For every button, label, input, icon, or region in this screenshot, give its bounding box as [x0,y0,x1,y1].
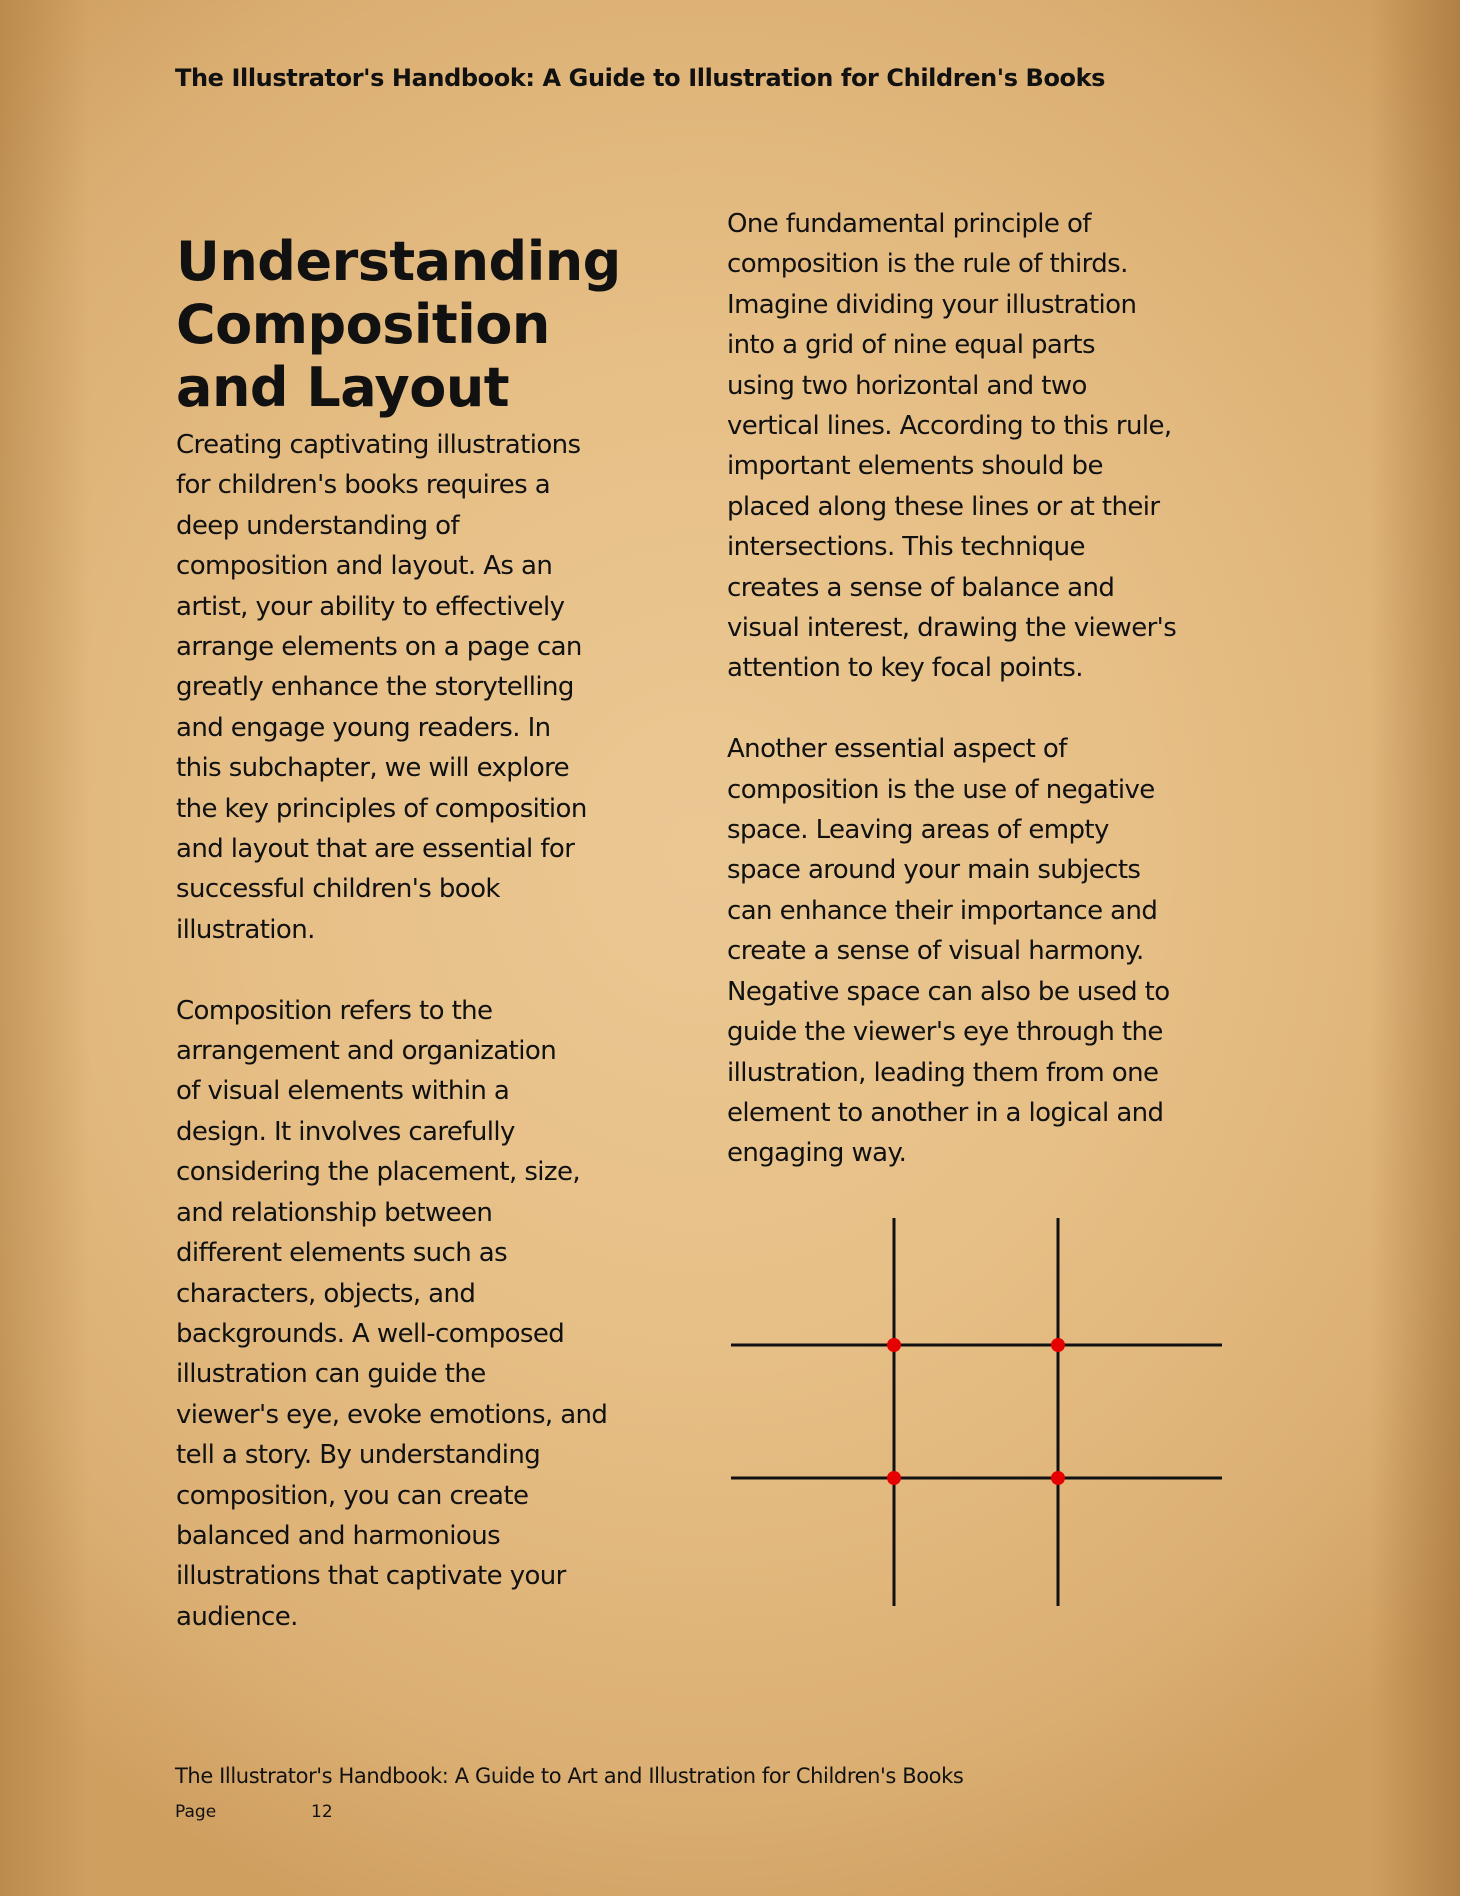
right-column [727,204,1267,1174]
paragraph-composition: Composition refers to the arrangement and organization of visual elements within a design. It involves carefully considering the placement, size, and relationship between different elements such as characters, objects, and backgrounds. A well-composed illustration can guide the viewer's eye, evoke emotions, and tell a story. By understanding composition, you can create balanced and harmonious illustrations that captivate your audience. [176,995,608,1632]
intersection-point-top-right [1051,1338,1065,1352]
paper-edge-left [0,0,90,1896]
chapter-heading: Understanding Composition and Layout [176,230,621,419]
page-number: 12 [311,1802,333,1822]
page-label: Page [175,1802,217,1822]
rule-of-thirds-diagram [726,1214,1226,1610]
paper-edge-right [1370,0,1460,1896]
left-column [176,230,676,1637]
intersection-point-bottom-right [1051,1471,1065,1485]
footer-book-title: The Illustrator's Handbook: A Guide to Art and Illustration for Children's Books [175,1764,964,1788]
running-header: The Illustrator's Handbook: A Guide to Illustration for Children's Books [175,64,1106,92]
footer-page [175,1802,333,1822]
intersection-point-bottom-left [887,1471,901,1485]
paragraph-negative-space: Another essential aspect of composition is the use of negative space. Leaving areas of empty space around your main subjects can enhance their importance and create a sense of visual harmony. Negative space can also be used to guide the viewer's eye through the illustration, leading them from one element to another in a logical and engaging way. [727,734,1170,1169]
intersection-point-top-left [887,1338,901,1352]
paragraph-intro: Creating captivating illustrations for children's books requires a deep understanding of composition and layout. As an artist, your ability to effectively arrange elements on a page can greatly enhance the storytelling and engage young readers. In this subchapter, we will explore the key principles of composition and layout that are essential for successful children's book illustration. [176,430,587,945]
paragraph-rule-of-thirds: One fundamental principle of composition is the rule of thirds. Imagine dividing your illustration into a grid of nine equal parts using two horizontal and two vertical lines. According to this rule, important elements should be placed along these lines or at their intersections. This technique creates a sense of balance and visual interest, drawing the viewer's attention to key focal points. [727,209,1177,684]
